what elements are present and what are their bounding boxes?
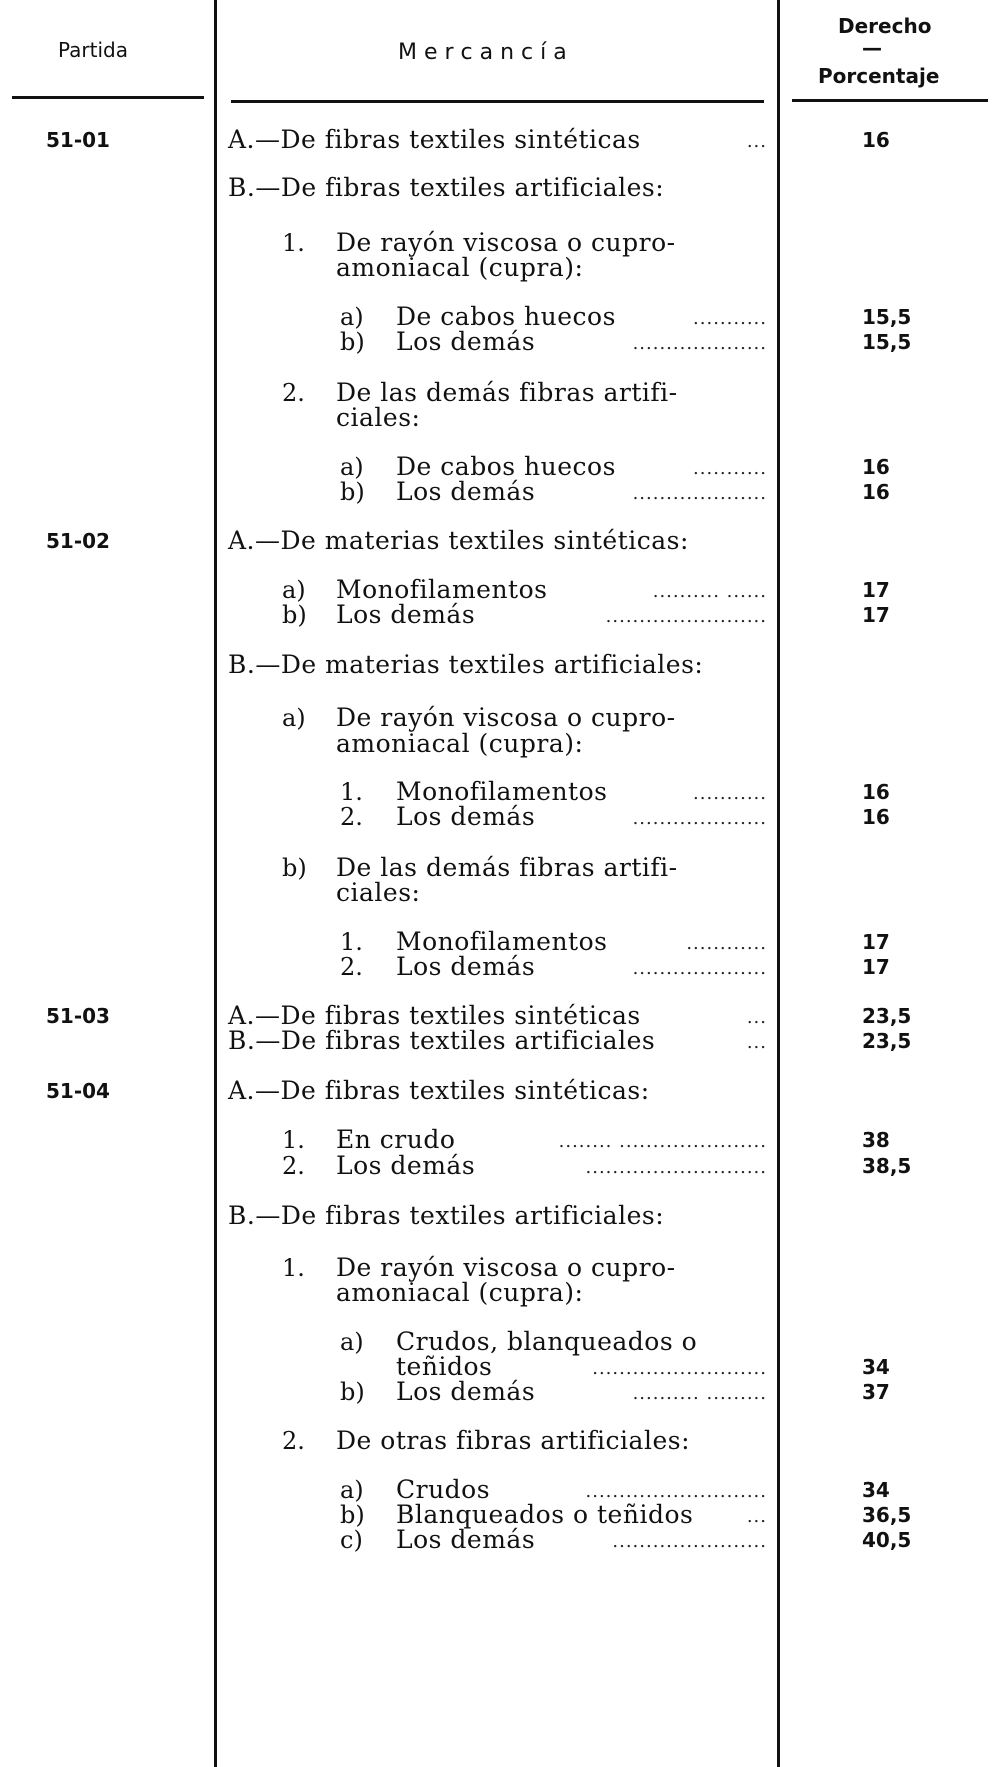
leader-dots: ... [746,1506,767,1527]
table-row [0,1328,1000,1356]
item-prefix: 1. [282,1254,305,1282]
item-prefix: b) [282,854,307,882]
table-row [0,704,1000,732]
header-mercancia: M e r c a n c í a [398,40,567,65]
merchandise-text: B.—De fibras textiles artificiales: [228,173,665,202]
leader-dots: ............ [686,933,767,954]
header-rule-center [231,100,764,103]
leader-dots: .......................... [592,1358,767,1379]
partida-code: 51-02 [46,529,110,553]
merchandise-text: A.—De materias textiles sintéticas: [228,526,689,555]
table-row [0,126,1000,154]
merchandise-text: B.—De fibras textiles artificiales: [228,1201,665,1230]
leader-dots: .......... ......... [632,1383,767,1404]
item-prefix: 1. [282,1126,305,1154]
duty-percentage: 15,5 [862,305,912,329]
item-prefix: 2. [340,803,363,831]
header-derecho: Derecho [838,14,932,38]
merchandise-text: B.—De materias textiles artificiales: [228,650,704,679]
merchandise-text: B.—De fibras textiles artificiales [228,1026,656,1055]
merchandise-text: Monofilamentos [396,777,608,806]
table-row [0,651,1000,679]
leader-dots: ....................... [612,1531,767,1552]
duty-percentage: 37 [862,1380,890,1404]
duty-percentage: 17 [862,603,890,627]
item-prefix: 2. [282,1152,305,1180]
item-prefix: 2. [282,1427,305,1455]
merchandise-text: De las demás fibras artifi- [336,378,678,407]
table-row [0,254,1000,282]
table-row [0,1378,1000,1406]
merchandise-text: Los demás [396,327,536,356]
header-porcentaje: Porcentaje [818,64,940,88]
leader-dots: ........................... [585,1481,767,1502]
header-rule-right [792,99,988,102]
duty-percentage: 16 [862,128,890,152]
merchandise-text: De rayón viscosa o cupro- [336,228,676,257]
table-row [0,576,1000,604]
merchandise-text: De otras fibras artificiales: [336,1426,690,1455]
leader-dots: ... [746,131,767,152]
merchandise-text: Los demás [336,1151,476,1180]
item-prefix: 2. [340,953,363,981]
header-partida: Partida [58,38,128,62]
duty-percentage: 34 [862,1355,890,1379]
merchandise-text: En crudo [336,1125,456,1154]
item-prefix: 1. [282,229,305,257]
table-row [0,1126,1000,1154]
table-row [0,803,1000,831]
table-row [0,1526,1000,1554]
merchandise-text: Los demás [336,600,476,629]
duty-percentage: 38,5 [862,1154,912,1178]
item-prefix: b) [282,601,307,629]
merchandise-text: A.—De fibras textiles sintéticas: [228,1076,650,1105]
table-row [0,601,1000,629]
item-prefix: 1. [340,928,363,956]
table-row [0,174,1000,202]
merchandise-text: A.—De fibras textiles sintéticas [228,125,641,154]
merchandise-text: Monofilamentos [336,575,548,604]
table-row [0,1202,1000,1230]
table-row [0,730,1000,758]
merchandise-text: Los demás [396,952,536,981]
table-row [0,404,1000,432]
table-row [0,879,1000,907]
item-prefix: b) [340,1378,365,1406]
leader-dots: .................... [632,333,767,354]
merchandise-text: De rayón viscosa o cupro- [336,1253,676,1282]
merchandise-text: De cabos huecos [396,302,616,331]
table-row [0,1152,1000,1180]
duty-percentage: 34 [862,1478,890,1502]
duty-percentage: 17 [862,578,890,602]
table-row [0,1279,1000,1307]
table-row [0,1077,1000,1105]
item-prefix: a) [340,1328,364,1356]
item-prefix: 1. [340,778,363,806]
merchandise-text: Crudos, blanqueados o [396,1327,698,1356]
merchandise-text: Los demás [396,1525,536,1554]
duty-percentage: 38 [862,1128,890,1152]
leader-dots: ........... [693,458,767,479]
merchandise-text: Blanqueados o teñidos [396,1500,694,1529]
partida-code: 51-04 [46,1079,110,1103]
merchandise-text: amoniacal (cupra): [336,253,584,282]
header-dash: — [862,36,882,60]
merchandise-text: Los demás [396,802,536,831]
leader-dots: ........................ [605,606,767,627]
duty-percentage: 17 [862,955,890,979]
merchandise-text: Crudos [396,1475,491,1504]
duty-percentage: 16 [862,455,890,479]
leader-dots: ... [746,1032,767,1053]
merchandise-text: Los demás [396,477,536,506]
item-prefix: a) [282,704,306,732]
duty-percentage: 36,5 [862,1503,912,1527]
merchandise-text: ciales: [336,403,421,432]
leader-dots: ........ ...................... [558,1131,767,1152]
partida-code: 51-01 [46,128,110,152]
item-prefix: a) [282,576,306,604]
partida-code: 51-03 [46,1004,110,1028]
leader-dots: ........................... [585,1157,767,1178]
item-prefix: a) [340,303,364,331]
merchandise-text: Monofilamentos [396,927,608,956]
item-prefix: b) [340,1501,365,1529]
item-prefix: b) [340,328,365,356]
duty-percentage: 16 [862,480,890,504]
merchandise-text: amoniacal (cupra): [336,729,584,758]
leader-dots: .................... [632,958,767,979]
item-prefix: a) [340,453,364,481]
table-row [0,379,1000,407]
table-row [0,854,1000,882]
merchandise-text: A.—De fibras textiles sintéticas [228,1001,641,1030]
item-prefix: c) [340,1526,363,1554]
leader-dots: ........... [693,783,767,804]
leader-dots: ........... [693,308,767,329]
duty-percentage: 23,5 [862,1004,912,1028]
leader-dots: .................... [632,483,767,504]
merchandise-text: amoniacal (cupra): [336,1278,584,1307]
table-row [0,478,1000,506]
table-row [0,527,1000,555]
duty-percentage: 23,5 [862,1029,912,1053]
duty-percentage: 40,5 [862,1528,912,1552]
item-prefix: b) [340,478,365,506]
duty-percentage: 17 [862,930,890,954]
table-row [0,1427,1000,1455]
merchandise-text: De las demás fibras artifi- [336,853,678,882]
merchandise-text: teñidos [396,1352,493,1381]
merchandise-text: De cabos huecos [396,452,616,481]
table-row [0,328,1000,356]
item-prefix: 2. [282,379,305,407]
item-prefix: a) [340,1476,364,1504]
table-row [0,1027,1000,1055]
merchandise-text: ciales: [336,878,421,907]
leader-dots: .................... [632,808,767,829]
merchandise-text: Los demás [396,1377,536,1406]
leader-dots: ... [746,1007,767,1028]
table-row [0,953,1000,981]
duty-percentage: 16 [862,780,890,804]
merchandise-text: De rayón viscosa o cupro- [336,703,676,732]
leader-dots: .......... ...... [652,581,767,602]
header-rule-left [12,96,204,99]
duty-percentage: 15,5 [862,330,912,354]
duty-percentage: 16 [862,805,890,829]
